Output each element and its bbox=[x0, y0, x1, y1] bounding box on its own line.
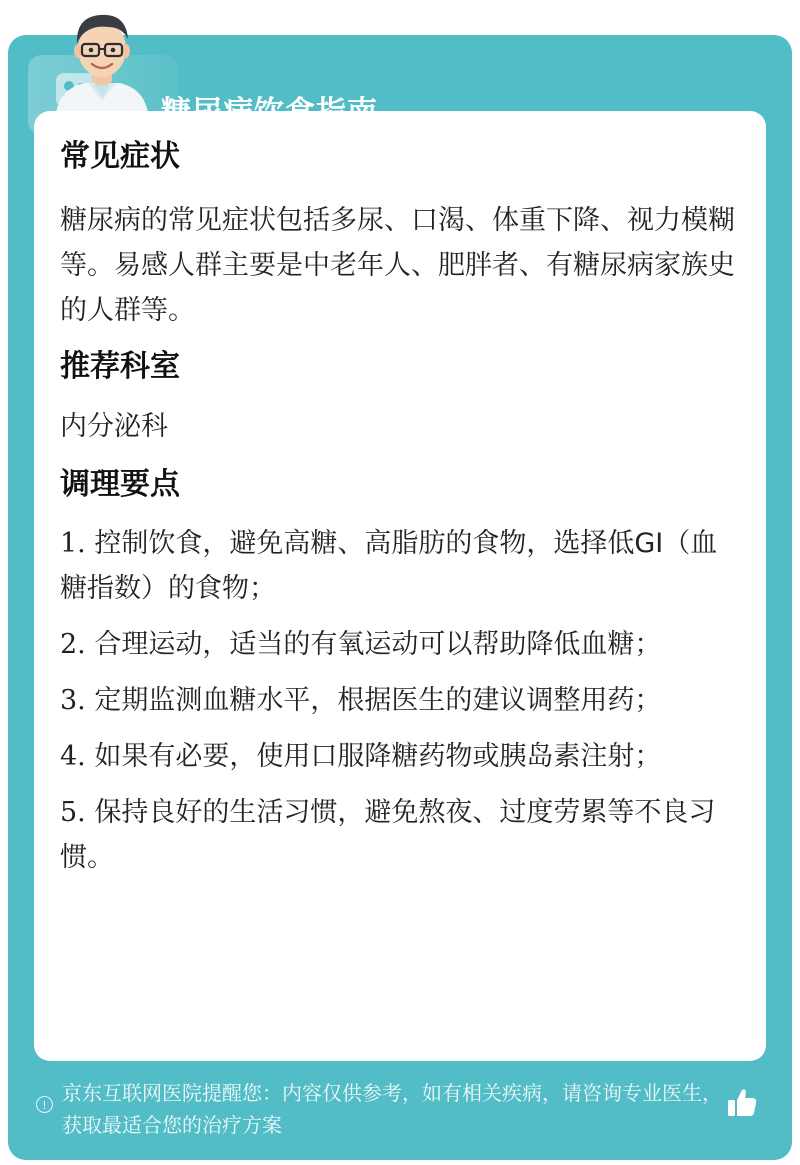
thumbs-up-icon[interactable] bbox=[724, 1085, 760, 1121]
list-item-number: 5. bbox=[60, 797, 86, 828]
doctor-avatar-icon bbox=[48, 5, 156, 113]
symptoms-paragraph: 糖尿病的常见症状包括多尿、口渴、体重下降、视力模糊等。易感人群主要是中老年人、肥胖者、有糖尿病家族史的人群等。 bbox=[60, 205, 735, 326]
disclaimer-text: 京东互联网医院提醒您：内容仅供参考，如有相关疾病，请咨询专业医生，获取最适合您的治疗方案 bbox=[62, 1081, 722, 1137]
care-points-list bbox=[60, 521, 740, 880]
list-item-text: 控制饮食，避免高糖、高脂肪的食物，选择低GI（血糖指数）的食物； bbox=[60, 528, 718, 604]
list-item-text: 合理运动，适当的有氧运动可以帮助降低血糖； bbox=[94, 629, 662, 660]
list-item bbox=[60, 521, 740, 611]
list-item-number: 4. bbox=[60, 741, 86, 772]
list-item-text: 定期监测血糖水平，根据医生的建议调整用药； bbox=[94, 685, 662, 716]
list-item bbox=[60, 790, 740, 880]
department-paragraph: 内分泌科 bbox=[60, 411, 168, 442]
list-item-text: 如果有必要，使用口服降糖药物或胰岛素注射； bbox=[94, 741, 662, 772]
list-item-number: 3. bbox=[60, 685, 86, 716]
list-item-number: 2. bbox=[60, 629, 86, 660]
list-item bbox=[60, 678, 740, 723]
content-card bbox=[34, 111, 766, 1061]
list-item-text: 保持良好的生活习惯，避免熬夜、过度劳累等不良习惯。 bbox=[60, 797, 716, 873]
list-item bbox=[60, 734, 740, 779]
content-body bbox=[60, 133, 740, 880]
info-icon: ! bbox=[36, 1096, 53, 1113]
section-title-department: 推荐科室 bbox=[60, 349, 180, 384]
section-title-care-points: 调理要点 bbox=[60, 467, 180, 502]
section-title-symptoms: 常见症状 bbox=[60, 139, 180, 174]
list-item bbox=[60, 622, 740, 667]
list-item-number: 1. bbox=[60, 528, 86, 559]
